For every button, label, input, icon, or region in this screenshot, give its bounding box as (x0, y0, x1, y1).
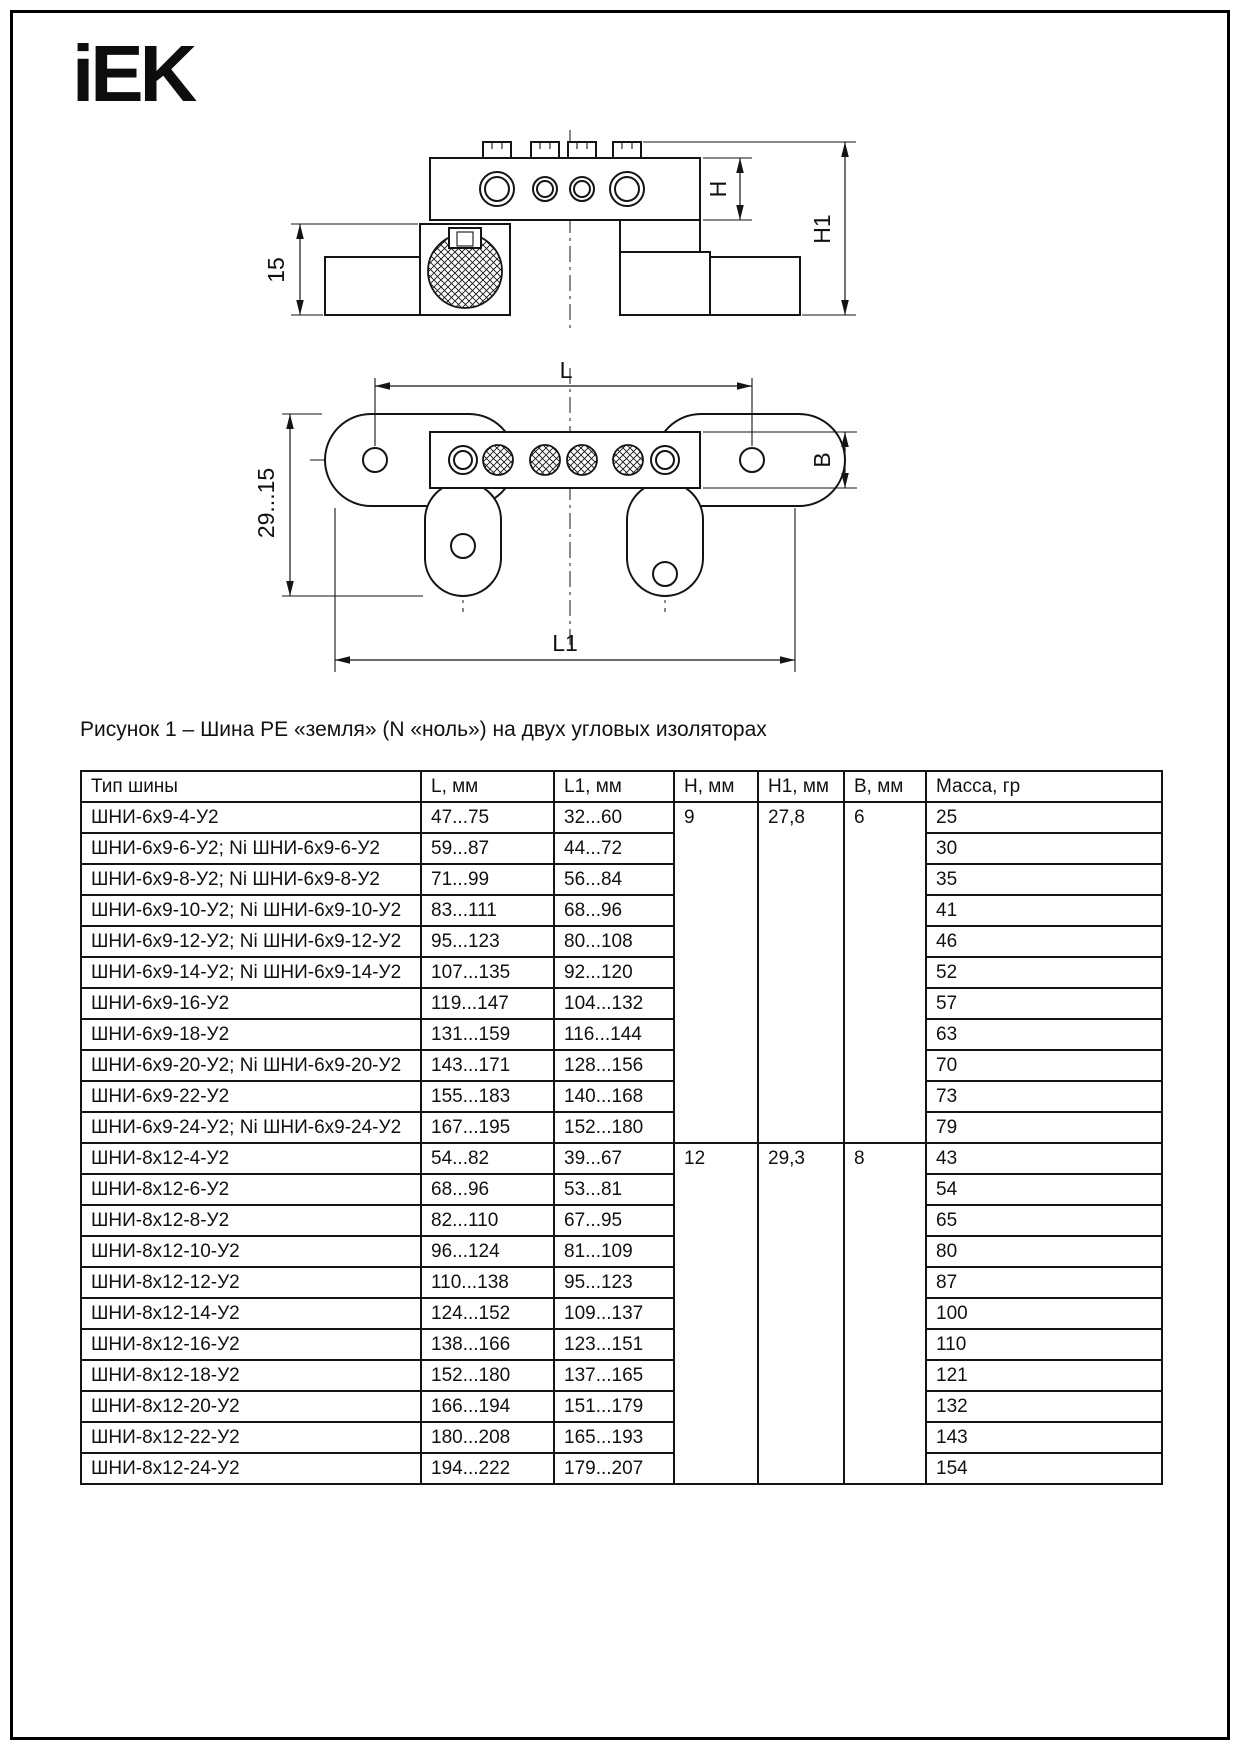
dim-label-H: H (705, 180, 731, 198)
cell-L: 166...194 (421, 1391, 554, 1422)
left-wing (325, 257, 420, 315)
cell-L1: 151...179 (554, 1391, 674, 1422)
technical-drawing (0, 0, 1240, 700)
cell-type: ШНИ-6x9-4-У2 (81, 802, 421, 833)
cell-L: 180...208 (421, 1422, 554, 1453)
spec-row (81, 1081, 1162, 1112)
col-header-H: H, мм (674, 771, 758, 802)
right-lower-hole (653, 562, 677, 586)
col-header-mass: Масса, гр (926, 771, 1162, 802)
cell-type: ШНИ-6x9-6-У2; Ni ШНИ-6x9-6-У2 (81, 833, 421, 864)
cell-type: ШНИ-6x9-18-У2 (81, 1019, 421, 1050)
cell-L: 47...75 (421, 802, 554, 833)
spec-row (81, 1112, 1162, 1143)
dim-label-H1: H1 (809, 214, 835, 244)
cell-L1: 152...180 (554, 1112, 674, 1143)
cell-L1: 44...72 (554, 833, 674, 864)
cell-L1: 53...81 (554, 1174, 674, 1205)
cell-mass: 25 (926, 802, 1162, 833)
spec-row (81, 988, 1162, 1019)
cell-type: ШНИ-6x9-22-У2 (81, 1081, 421, 1112)
cell-type: ШНИ-6x9-10-У2; Ni ШНИ-6x9-10-У2 (81, 895, 421, 926)
cell-L1: 32...60 (554, 802, 674, 833)
left-mount-hole (363, 448, 387, 472)
cell-H1: 27,8 (758, 802, 844, 1143)
cell-L: 131...159 (421, 1019, 554, 1050)
cell-L: 194...222 (421, 1453, 554, 1484)
cell-type: ШНИ-8x12-18-У2 (81, 1360, 421, 1391)
right-wing (710, 257, 800, 315)
cell-H1: 29,3 (758, 1143, 844, 1484)
spec-row (81, 895, 1162, 926)
cell-type: ШНИ-6x9-12-У2; Ni ШНИ-6x9-12-У2 (81, 926, 421, 957)
cell-L1: 128...156 (554, 1050, 674, 1081)
spec-row (81, 1267, 1162, 1298)
cell-H: 12 (674, 1143, 758, 1484)
cell-L: 138...166 (421, 1329, 554, 1360)
dim-label-15: 15 (263, 257, 289, 283)
spec-row (81, 1360, 1162, 1391)
cell-mass: 63 (926, 1019, 1162, 1050)
dim-label-L: L (559, 357, 573, 383)
cell-L: 155...183 (421, 1081, 554, 1112)
cell-type: ШНИ-8x12-20-У2 (81, 1391, 421, 1422)
spec-row (81, 1143, 1162, 1174)
cell-type: ШНИ-8x12-14-У2 (81, 1298, 421, 1329)
cell-mass: 143 (926, 1422, 1162, 1453)
insulator-slot (449, 228, 481, 248)
spec-table-body (81, 802, 1162, 1484)
spec-table (80, 770, 1163, 1485)
plan-view (253, 357, 857, 672)
spec-row (81, 864, 1162, 895)
cell-type: ШНИ-8x12-24-У2 (81, 1453, 421, 1484)
cell-L1: 140...168 (554, 1081, 674, 1112)
cell-L1: 92...120 (554, 957, 674, 988)
cell-L1: 68...96 (554, 895, 674, 926)
spec-row (81, 1453, 1162, 1484)
cell-L1: 137...165 (554, 1360, 674, 1391)
spec-row (81, 957, 1162, 988)
cell-mass: 54 (926, 1174, 1162, 1205)
cell-mass: 52 (926, 957, 1162, 988)
cell-mass: 65 (926, 1205, 1162, 1236)
spec-row (81, 1050, 1162, 1081)
cell-type: ШНИ-8x12-8-У2 (81, 1205, 421, 1236)
cell-mass: 79 (926, 1112, 1162, 1143)
cell-mass: 43 (926, 1143, 1162, 1174)
cell-L: 96...124 (421, 1236, 554, 1267)
cell-L: 83...111 (421, 895, 554, 926)
figure-caption: Рисунок 1 – Шина PE «земля» (N «ноль») на двух угловых изоляторах (80, 718, 767, 741)
spec-row (81, 1329, 1162, 1360)
cell-L1: 123...151 (554, 1329, 674, 1360)
spec-row (81, 1422, 1162, 1453)
cell-L: 110...138 (421, 1267, 554, 1298)
cell-type: ШНИ-6x9-24-У2; Ni ШНИ-6x9-24-У2 (81, 1112, 421, 1143)
cell-mass: 87 (926, 1267, 1162, 1298)
col-header-L: L, мм (421, 771, 554, 802)
cell-L1: 104...132 (554, 988, 674, 1019)
cell-mass: 100 (926, 1298, 1162, 1329)
cell-L: 68...96 (421, 1174, 554, 1205)
cell-type: ШНИ-8x12-6-У2 (81, 1174, 421, 1205)
col-header-B: B, мм (844, 771, 926, 802)
spec-row (81, 833, 1162, 864)
cell-H: 9 (674, 802, 758, 1143)
cell-B: 6 (844, 802, 926, 1143)
cell-L: 82...110 (421, 1205, 554, 1236)
dim-L1 (335, 508, 795, 672)
col-header-H1: H1, мм (758, 771, 844, 802)
right-insulator-block (620, 252, 710, 315)
cell-L1: 116...144 (554, 1019, 674, 1050)
side-view (263, 130, 856, 333)
dim-label-29-15: 29...15 (253, 467, 279, 539)
cell-type: ШНИ-8x12-16-У2 (81, 1329, 421, 1360)
dim-label-L1: L1 (552, 630, 578, 656)
dim-H (703, 158, 752, 220)
cell-type: ШНИ-8x12-4-У2 (81, 1143, 421, 1174)
table-header-row (81, 771, 1162, 802)
cell-L: 107...135 (421, 957, 554, 988)
cell-type: ШНИ-8x12-10-У2 (81, 1236, 421, 1267)
cell-L: 95...123 (421, 926, 554, 957)
spec-row (81, 1019, 1162, 1050)
spec-row (81, 1298, 1162, 1329)
col-header-L1: L1, мм (554, 771, 674, 802)
cell-mass: 35 (926, 864, 1162, 895)
cell-mass: 30 (926, 833, 1162, 864)
cell-mass: 73 (926, 1081, 1162, 1112)
col-header-type: Тип шины (81, 771, 421, 802)
cell-type: ШНИ-6x9-14-У2; Ni ШНИ-6x9-14-У2 (81, 957, 421, 988)
spec-row (81, 926, 1162, 957)
cell-mass: 132 (926, 1391, 1162, 1422)
cell-L1: 56...84 (554, 864, 674, 895)
cell-mass: 57 (926, 988, 1162, 1019)
cell-L: 124...152 (421, 1298, 554, 1329)
cell-mass: 121 (926, 1360, 1162, 1391)
cell-mass: 110 (926, 1329, 1162, 1360)
cell-L: 152...180 (421, 1360, 554, 1391)
cell-B: 8 (844, 1143, 926, 1484)
cell-type: ШНИ-6x9-16-У2 (81, 988, 421, 1019)
iek-logo: iEK (72, 29, 194, 118)
cell-L: 71...99 (421, 864, 554, 895)
terminal-tabs (483, 142, 641, 159)
cell-type: ШНИ-6x9-20-У2; Ni ШНИ-6x9-20-У2 (81, 1050, 421, 1081)
spec-row (81, 802, 1162, 833)
spec-row (81, 1391, 1162, 1422)
cell-L: 59...87 (421, 833, 554, 864)
spec-row (81, 1236, 1162, 1267)
cell-L: 143...171 (421, 1050, 554, 1081)
cell-L: 54...82 (421, 1143, 554, 1174)
cell-L1: 80...108 (554, 926, 674, 957)
dim-label-B: B (809, 452, 835, 468)
cell-L1: 81...109 (554, 1236, 674, 1267)
cell-mass: 154 (926, 1453, 1162, 1484)
cell-mass: 41 (926, 895, 1162, 926)
cell-L1: 67...95 (554, 1205, 674, 1236)
cell-L1: 39...67 (554, 1143, 674, 1174)
left-lower-hole (451, 534, 475, 558)
busbar-body (430, 158, 700, 220)
right-mount-hole (740, 448, 764, 472)
cell-L1: 95...123 (554, 1267, 674, 1298)
cell-type: ШНИ-8x12-22-У2 (81, 1422, 421, 1453)
cell-type: ШНИ-6x9-8-У2; Ni ШНИ-6x9-8-У2 (81, 864, 421, 895)
spec-row (81, 1205, 1162, 1236)
cell-L: 119...147 (421, 988, 554, 1019)
cell-L1: 109...137 (554, 1298, 674, 1329)
cell-mass: 70 (926, 1050, 1162, 1081)
spec-row (81, 1174, 1162, 1205)
cell-L1: 165...193 (554, 1422, 674, 1453)
cell-L1: 179...207 (554, 1453, 674, 1484)
cell-type: ШНИ-8x12-12-У2 (81, 1267, 421, 1298)
cell-L: 167...195 (421, 1112, 554, 1143)
cell-mass: 80 (926, 1236, 1162, 1267)
cell-mass: 46 (926, 926, 1162, 957)
